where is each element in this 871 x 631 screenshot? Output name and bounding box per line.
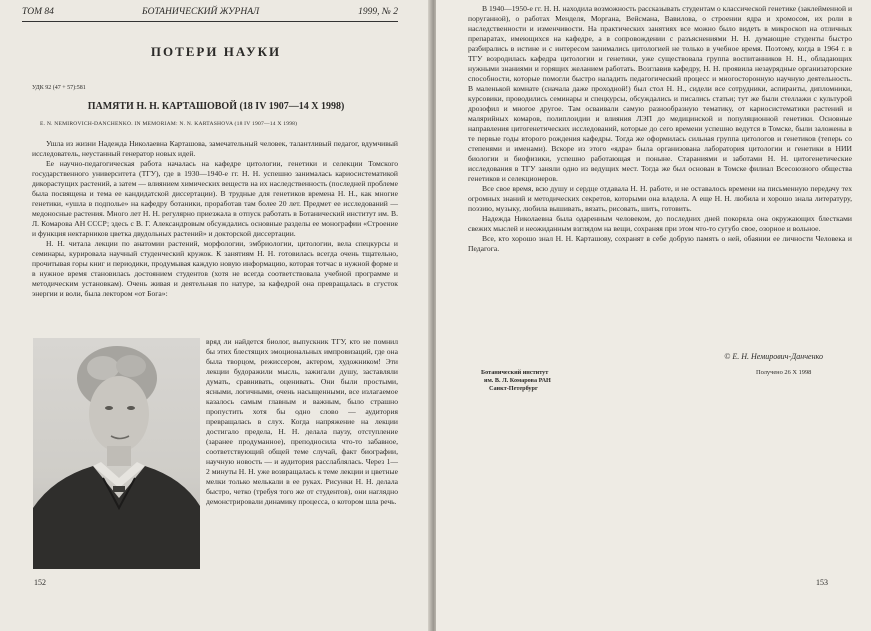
paragraph: В 1940—1950-е гг. Н. Н. находила возможность рассказывать студентам о классической генетике (заклейменной и поруганной), о работах Менделя, Моргана, Вейсмана, Вавилова, о строении ядра и хромосом, их роли в наследственности и изменчивости. На практических занятиях все можно было видеть в микроскоп на отличных препаратах, имеющихся на кафедре, а в сопровождении с разъяснениями Н. Н. думающие студенты быстро разбирались в истине и с интересом занимались цитологией не только в учебное время. Поэтому, когда в 1964 г. в ТГУ возродилась кафедра цитологии и генетики, уже существовала группа воспитанников Н. Н., обладающих нужными знаниями и горящих желанием работать. Возглавив кафедру, Н. Н. проявила незаурядные организаторские способности, которые помогли быстро наладить педагогический процесс и многосторонную научную деятельность. В маленькой комнате (сначала даже проходной!) был стол Н. Н., сидели все сотрудники, аспиранты, дипломники, курсовики, проводились семинары и спецкурсы, обсуждались и писались статьи; тут же были стеллажи с культурой дрозофил и многое другое. Там осваивали самую разнообразную тематику, от кариосистематики растений и малярийных комаров, полиплоидии и влияния ЛЭП до медицинской и популяционной генетики. Основные направления цитогенетических исследований, которые до сего времени успешно ведутся в Томске, были заложены в те первые годы второго рождения кафедры. Тогда же оформилась сильная группа цитологов и генетиков (теперь со степенями и именами). Вскоре из этого «ядра» была организована лаборатория цитологии и генетики в НИИ биологии и биофизики, успешно работающая и поныне. Стараниями и заботами Н. Н. цитогенетические исследования в ТГУ заняли одно из ведущих мест. Тогда же был основан в Томске филиал Всесоюзного общества генетиков и селекционеров. [468, 4, 853, 183]
received-date: Получено 26 X 1998 [756, 369, 812, 376]
institution-line: им. В. Л. Комарова РАН [484, 377, 551, 384]
portrait-figure [33, 338, 200, 569]
journal-title: БОТАНИЧЕСКИЙ ЖУРНАЛ [142, 7, 260, 17]
right-page [436, 0, 871, 631]
paragraph: Все, кто хорошо знал Н. Н. Карташову, сохранят в себе добрую память о ней, обаянии ее личности Человека и Педагога. [468, 234, 852, 253]
author-institution [481, 369, 551, 393]
issue-label: 1999, № 2 [358, 7, 398, 17]
page-number-left: 152 [34, 578, 46, 587]
author-signature: © Е. Н. Немирович-Данченко [724, 352, 823, 361]
paragraph: Надежда Николаевна была одаренным человеком, до последних дней покоряла она окружающих блестками свежих мыслей и неожиданным взглядом на вещи, сохраняя при этом что-то сугубо свое, озорное и вольное. [468, 214, 852, 233]
institution-line: Санкт-Петербург [489, 385, 538, 392]
running-header [22, 7, 398, 22]
institution-line: Ботанический институт [481, 369, 549, 376]
english-title-line: E. N. NEMIROVICH-DANCHENKO. IN MEMORIAM: N. N. KARTASHOVA (18 IV 1907—14 X 1998) [40, 121, 298, 127]
paragraph: Ушла из жизни Надежда Николаевна Карташова, замечательный человек, талантливый педагог, вдумчивый исследователь, неустанный генератор новых идей. [32, 139, 398, 158]
memorial-title: ПАМЯТИ Н. Н. КАРТАШОВОЙ (18 IV 1907—14 X 1998) [87, 101, 345, 112]
article-body-continued [468, 4, 852, 254]
paragraph: Ее научно-педагогическая работа началась на кафедре цитологии, генетики и селекции Томского государственного университета (ТГУ), где в 1930—1940-е гг. Н. Н. успешно занималась кариосистематикой дикорастущих растений, а затем — влиянием химических веществ на их наследственность (последней проблеме была посвящена и тема ее кандидатской диссертации). В трудные для генетиков времена Н. Н., как многие генетики, «ушла в подполье» на кафедру ботаники, проработав там более 20 лет. Предмет ее исследований — медоносные растения. Много лет Н. Н. регулярно приезжала в отпуск работать в Ботанический институт им. В. Л. Комарова АН СССР; здесь с В. Г. Александровым обсуждались основные разделы ее монографии «Строение и функция нектарников цветка двудольных растений» и докторской диссертации. [32, 159, 398, 238]
section-title: ПОТЕРИ НАУКИ [150, 44, 282, 59]
paragraph: Все свое время, всю душу и сердце отдавала Н. Н. работе, и не оставалось времени на письменную передачу тех огромных знаний и методических секретов, которыми она владела. А еще Н. Н. любила и хорошо знала литературу, поэзию, музыку, любила вышивать, вязать, рисовать, шить, готовить. [468, 184, 852, 213]
volume-label: ТОМ 84 [22, 7, 54, 17]
page-number-right: 153 [816, 578, 828, 587]
article-body-top [32, 139, 398, 299]
paragraph: Н. Н. читала лекции по анатомии растений, морфологии, эмбриологии, цитологии, вела спецкурсы и семинары, курировала научный студенческий кружок. К занятиям Н. Н. готовилась всегда очень тщательно, прочитывая горы книг и периодики, продумывая каждую новую информацию, которая тотчас в нужной форме и в нужное время становилась достоянием студентов (хотя не всегда соответствовала учебной программе и методическим установкам). Очень живая и деятельная по натуре, за кафедрой она превращалась в сгусток энергии и воли, была лектором «от Бога»: [32, 239, 398, 298]
udk-code: УДК 92 (47 + 57):581 [32, 85, 86, 91]
portrait-photo [33, 338, 200, 569]
article-body-side-column: вряд ли найдется биолог, выпускник ТГУ, кто не помнил бы этих блестящих эмоциональных импровизаций, где она была творцом, режиссером, актером, художником! Эти лекции будоражили мысль, зажигали душу, заставляли думать, сравнивать, оценивать. Они были простыми, ясными, логичными, очень насыщенными, все излагаемое казалось самым главным и важным, было страшно пропустить хотя бы одно слово — аудитория превращалась в слух. Когда напряжение на лекции достигало предела, Н. Н. делала паузу, отступление (заранее продуманное), преподносила что-то забавное, соответствующий общей теме случай, факт биографии, научную новость — и аудитория расслаблялась. Через 1—2 минуты Н. Н. уже возвращалась к теме лекции и цветные мелки только мелькали в ее руках. Рисунки Н. Н. делала быстро, четко (требуя того же от студентов), они наглядно демонстрировали динамику процесса, о котором шла речь. [206, 337, 398, 506]
left-page [0, 0, 432, 631]
